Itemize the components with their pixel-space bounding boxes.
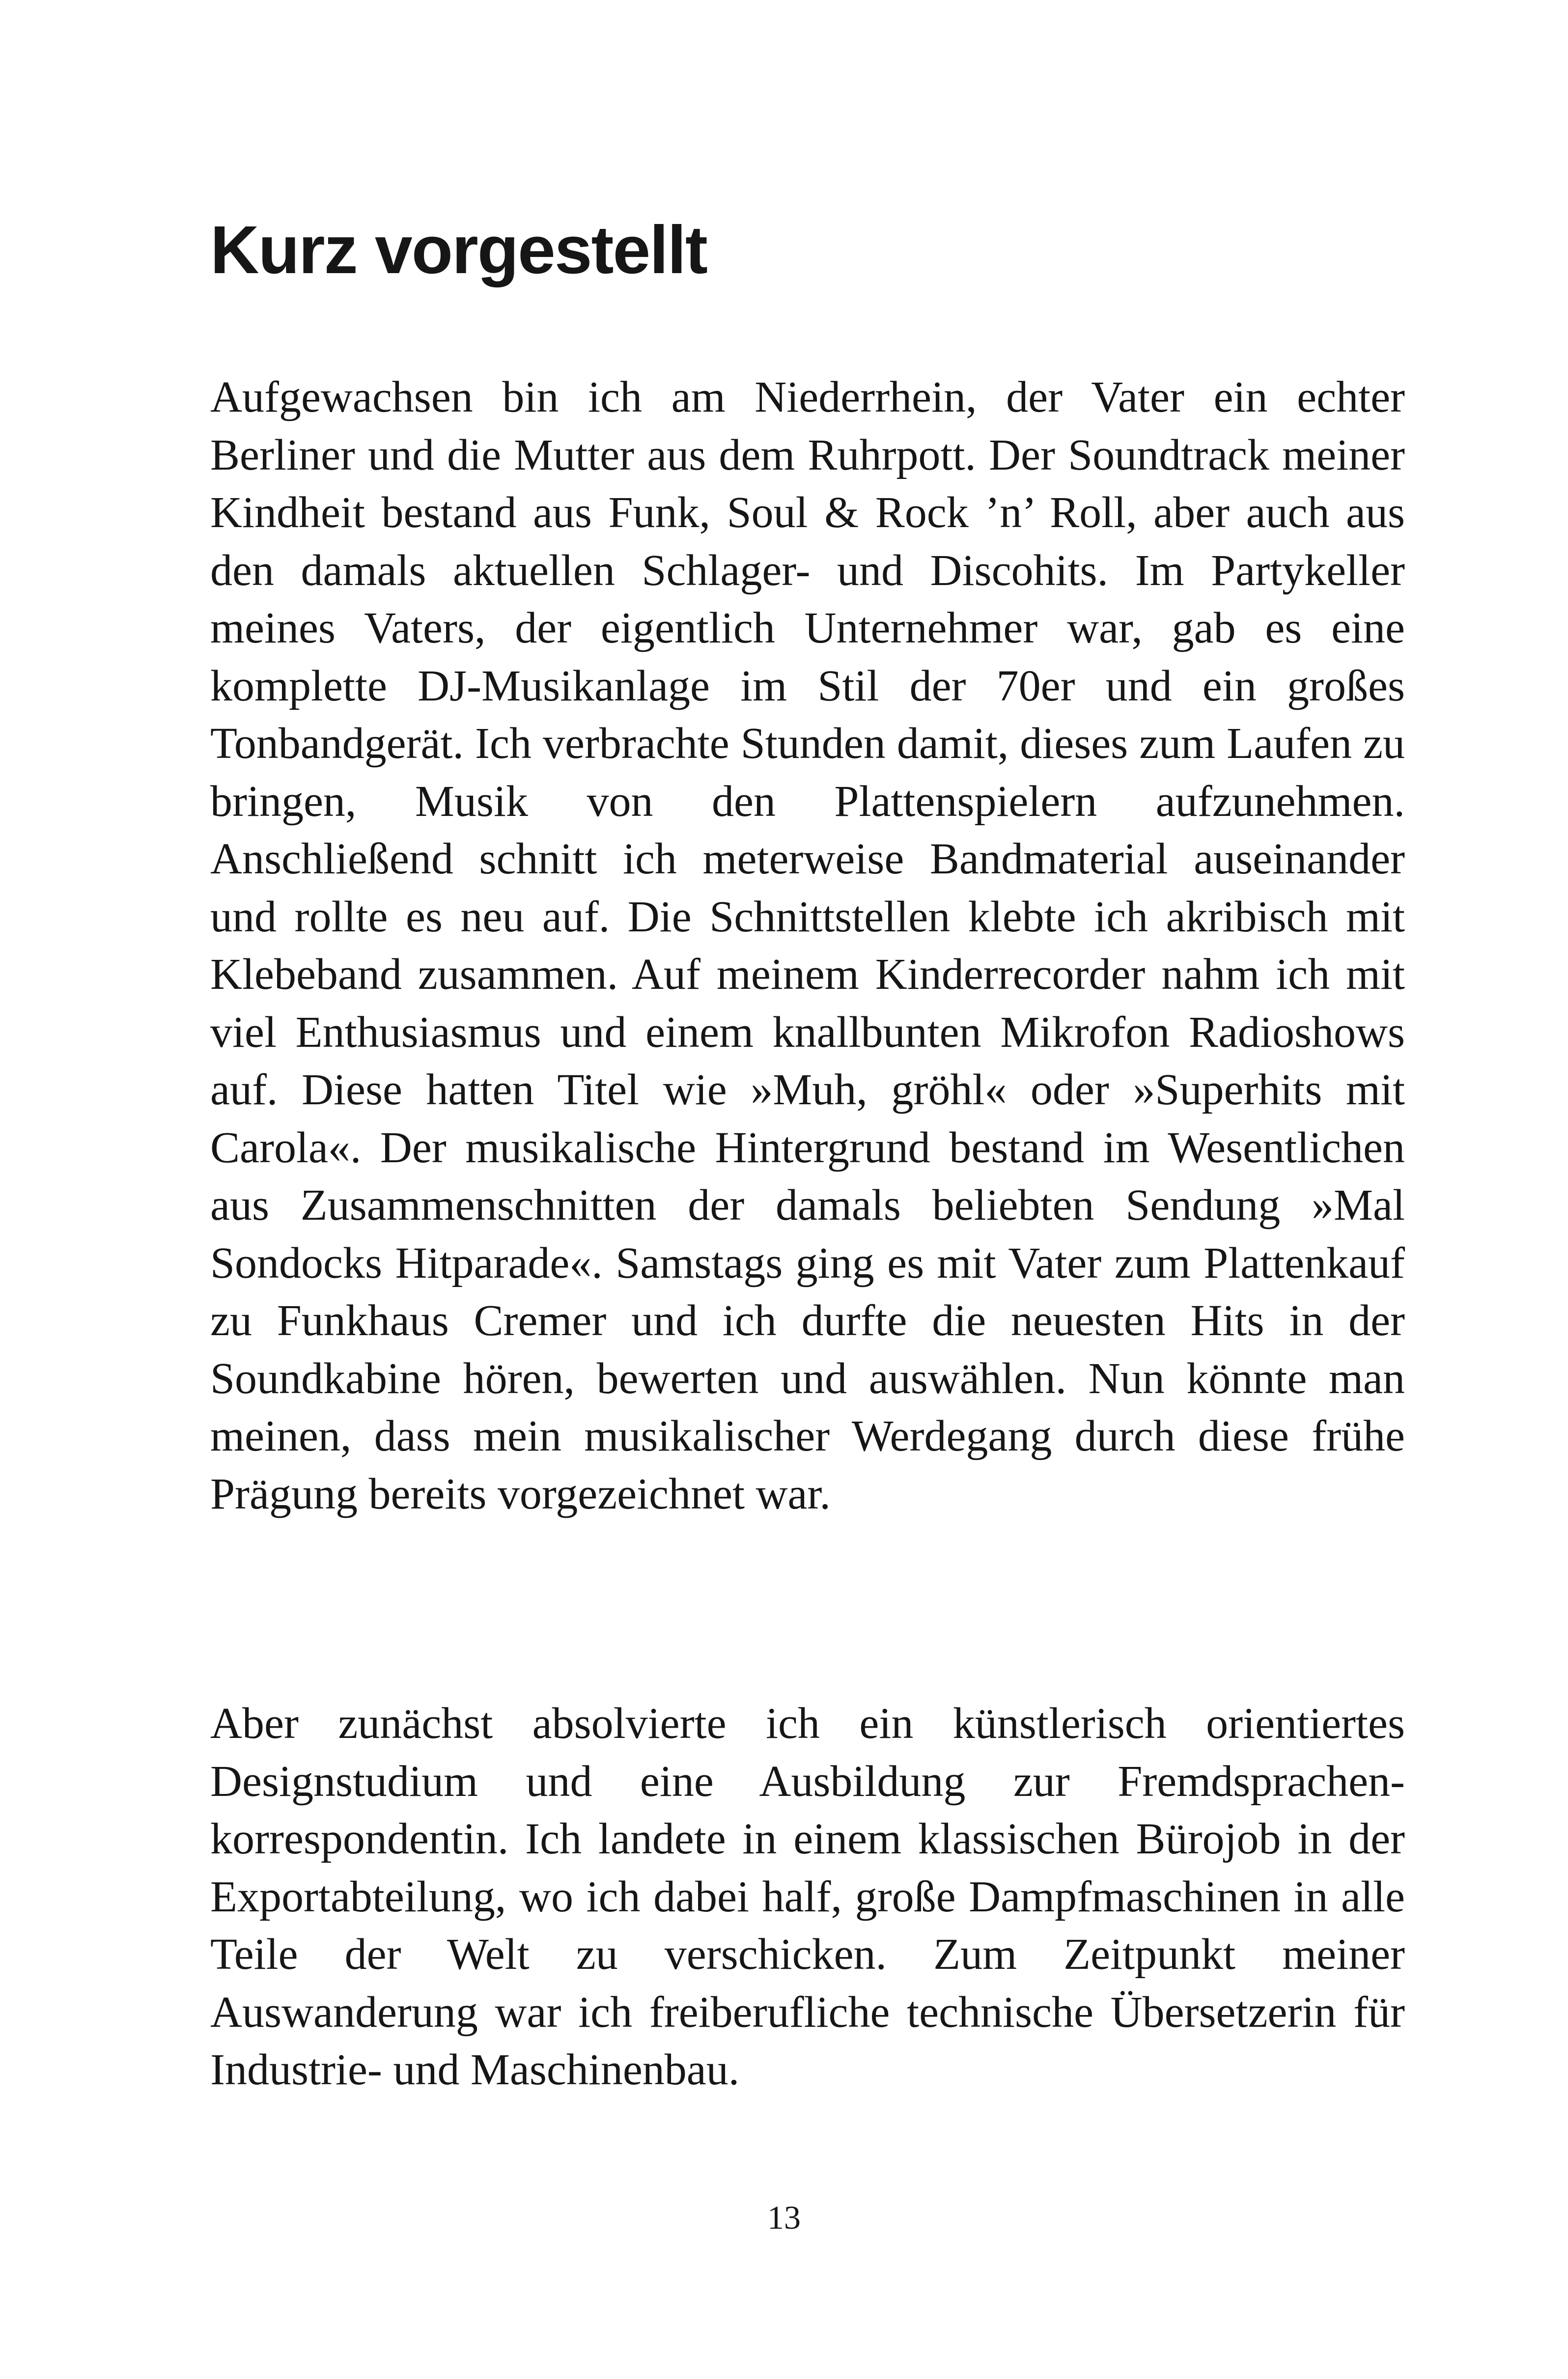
paragraph-career: Aber zunächst absolvierte ich ein künstlerisch orientiertes Designstudium und eine Ausbildung zur Fremdsprachenkorrespondentin. Ich landete in einem klassischen Bürojob in der Exportabteilung, wo ich dabei half, große Dampfmaschinen in alle Teile der Welt zu verschicken. Zum Zeitpunkt meiner Auswanderung war ich freiberufliche technische Übersetzerin für Industrie- und Maschinenbau.: [210, 1699, 1405, 2094]
paragraph-childhood: Aufgewachsen bin ich am Niederrhein, der Vater ein echter Berliner und die Mutter aus dem Ruhrpott. Der Soundtrack meiner Kindheit bestand aus Funk, Soul & Rock ’n’ Roll, aber auch aus den damals aktuellen Schlager- und Discohits. Im Partykeller meines Vaters, der eigentlich Unternehmer war, gab es eine komplette DJ-Musikanlage im Stil der 70er und ein großes Tonbandgerät. Ich verbrachte Stunden damit, dieses zum Laufen zu bringen, Musik von den Plattenspielern aufzunehmen. Anschließend schnitt ich meterweise Bandmaterial auseinander und rollte es neu auf. Die Schnittstellen klebte ich akribisch mit Klebeband zusammen. Auf meinem Kinderrecorder nahm ich mit viel Enthusiasmus und einem knallbunten Mikrofon Radioshows auf. Diese hatten Titel wie »Muh, gröhl« oder »Superhits mit Carola«. Der musikalische Hintergrund bestand im Wesentlichen aus Zusammenschnitten der damals beliebten Sendung »Mal Sondocks Hitparade«. Samstags ging es mit Vater zum Plattenkauf zu Funkhaus Cremer und ich durfte die neuesten Hits in der Soundkabine hören, bewerten und auswählen. Nun könnte man meinen, dass mein musikalischer Werdegang durch diese frühe Prägung bereits vorgezeichnet war.: [210, 373, 1405, 1518]
chapter-heading: Kurz vorgestellt: [210, 212, 707, 288]
page-number: 13: [767, 2199, 801, 2236]
